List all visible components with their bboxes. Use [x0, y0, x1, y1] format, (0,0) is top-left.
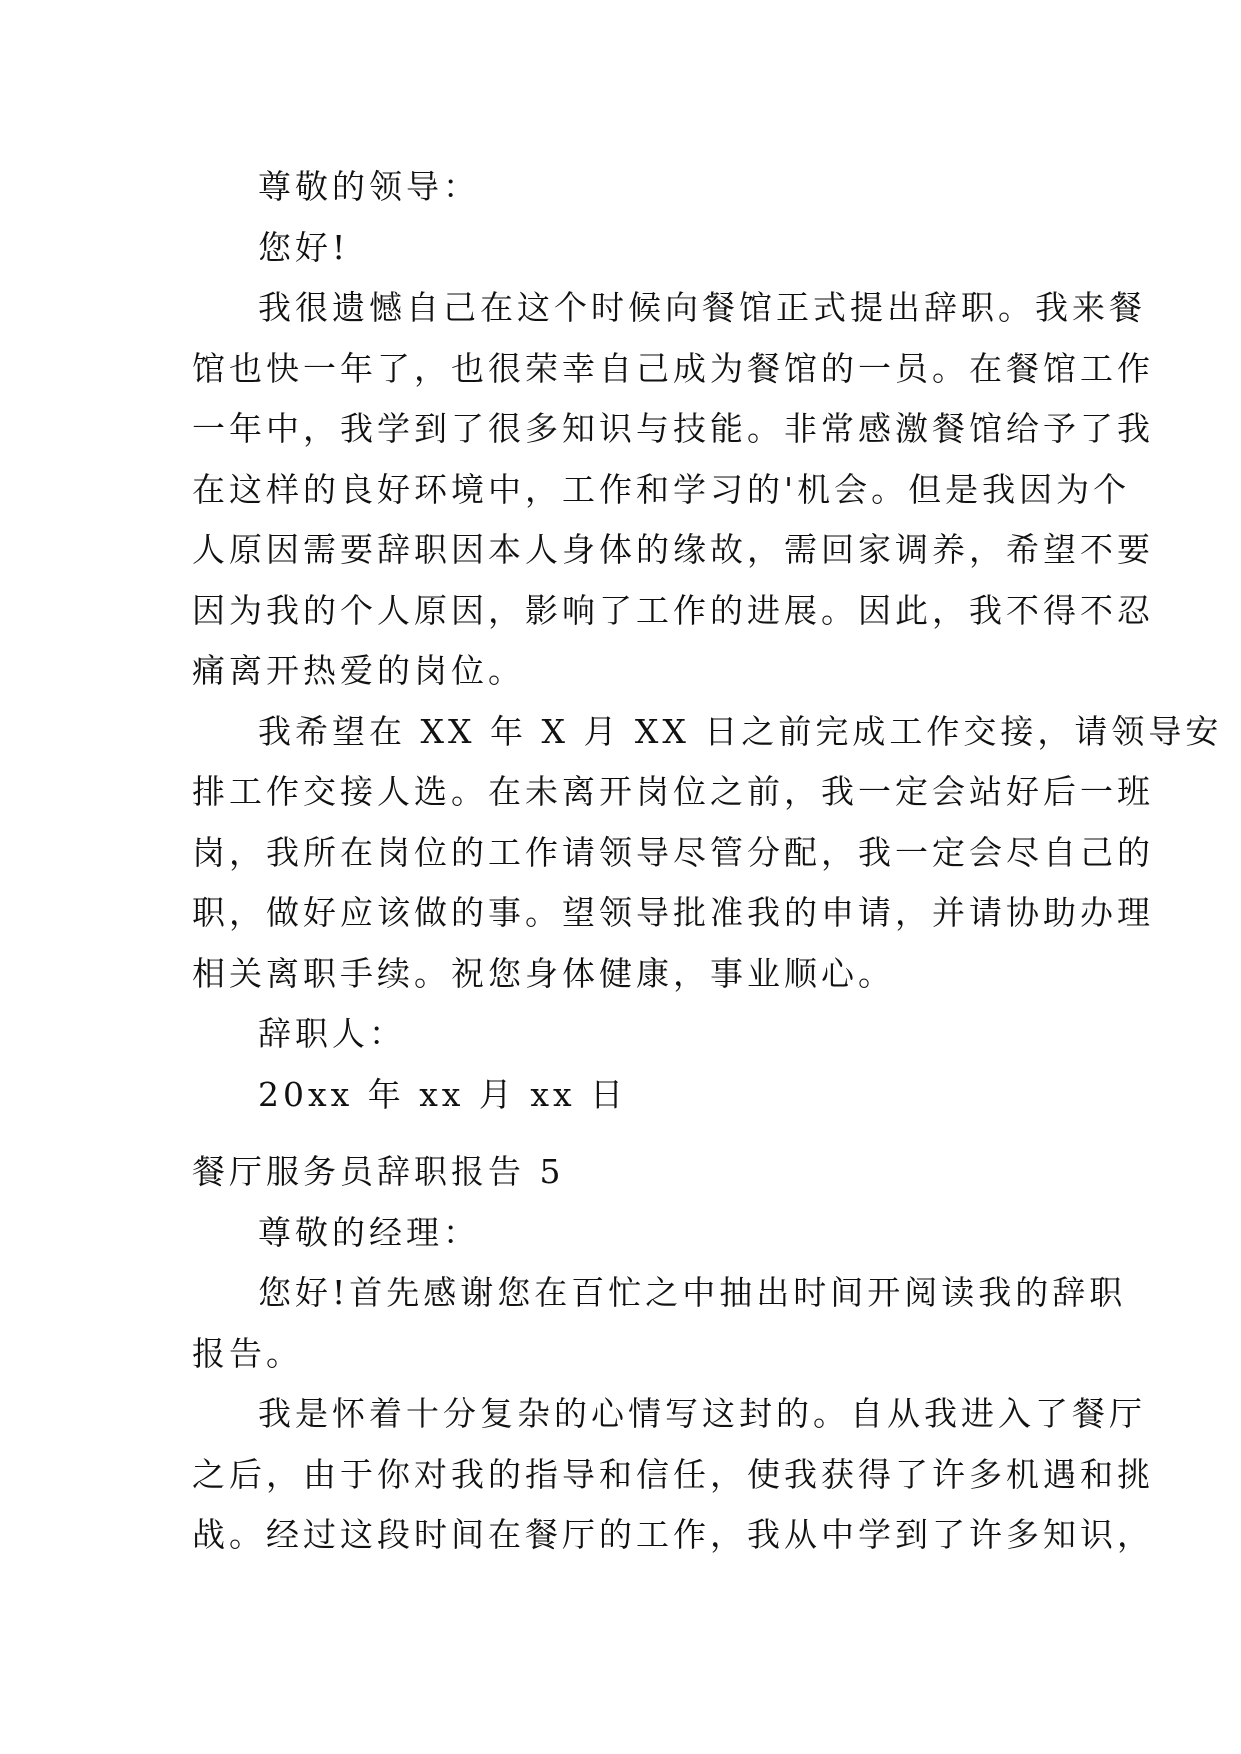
paragraph-line: 我很遗憾自己在这个时候向餐馆正式提出辞职。我来餐 [258, 288, 1146, 327]
paragraph-line: 馆也快一年了，也很荣幸自己成为餐馆的一员。在餐馆工作 [192, 348, 1154, 388]
paragraph-line: 在这样的良好环境中，工作和学习的'机会。但是我因为个 [192, 469, 1131, 509]
paragraph-line: 战。经过这段时间在餐厅的工作，我从中学到了许多知识， [192, 1515, 1154, 1554]
paragraph-line: 岗，我所在岗位的工作请领导尽管分配，我一定会尽自己的 [192, 832, 1154, 872]
paragraph-line: 报告。 [192, 1333, 303, 1373]
salutation: 尊敬的领导： [258, 167, 480, 206]
paragraph-line: 排工作交接人选。在未离开岗位之前，我一定会站好后一班 [192, 772, 1154, 811]
paragraph-line: 相关离职手续。祝您身体健康，事业顺心。 [192, 953, 895, 993]
paragraph-line: 我是怀着十分复杂的心情写这封的。自从我进入了餐厅 [258, 1394, 1146, 1433]
paragraph-line: 职，做好应该做的事。望领导批准我的申请，并请协助办理 [192, 893, 1154, 932]
paragraph-line: 因为我的个人原因，影响了工作的进展。因此，我不得不忍 [192, 590, 1154, 630]
paragraph-line: 我希望在 XX 年 X 月 XX 日之前完成工作交接，请领导安 [258, 711, 1223, 751]
letter-date: 20xx 年 xx 月 xx 日 [258, 1074, 628, 1114]
paragraph-line: 之后，由于你对我的指导和信任，使我获得了许多机遇和挑 [192, 1454, 1154, 1494]
signature-label: 辞职人： [258, 1014, 406, 1053]
paragraph-line: 人原因需要辞职因本人身体的缘故，需回家调养，希望不要 [192, 530, 1154, 569]
greeting: 您好! [258, 227, 350, 267]
paragraph-line: 痛离开热爱的岗位。 [192, 651, 525, 690]
salutation: 尊敬的经理： [258, 1212, 480, 1252]
paragraph-line: 您好!首先感谢您在百忙之中抽出时间开阅读我的辞职 [258, 1273, 1127, 1312]
resignation-letter-1 [192, 157, 1223, 1125]
section-title: 餐厅服务员辞职报告 5 [192, 1152, 565, 1191]
paragraph-line: 一年中，我学到了很多知识与技能。非常感激餐馆给予了我 [192, 409, 1154, 448]
resignation-letter-2 [192, 1142, 1154, 1566]
